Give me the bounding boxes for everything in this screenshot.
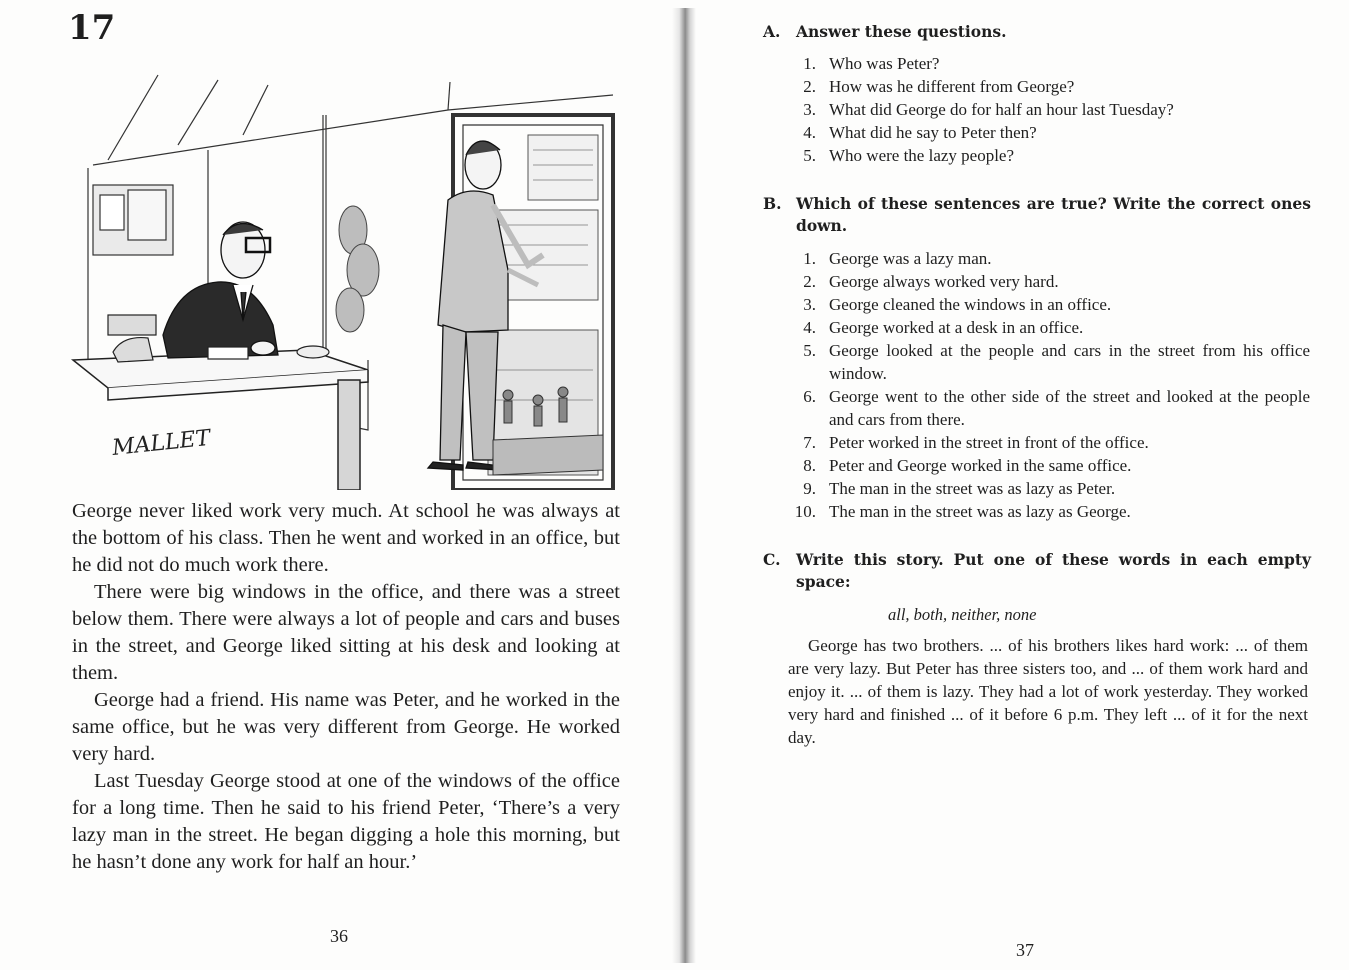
list-item: 5. George looked at the people and cars in the street from his office window.: [803, 341, 1310, 383]
list-item: 2. George always worked very hard.: [803, 272, 1059, 291]
story-paragraph: There were big windows in the office, and there was a street below them. There were always a lot of people and cars and buses in the street, and George liked sitting at his desk and looking at them.: [72, 581, 620, 684]
section-title: Which of these sentences are true? Write the correct ones down.: [796, 194, 1311, 235]
list-item: 4. What did he say to Peter then?: [803, 123, 1037, 142]
right-page: [688, 0, 1349, 970]
office-cartoon-illustration: [68, 70, 618, 490]
list-item: 1. Who was Peter?: [803, 54, 940, 73]
list-item: 8. Peter and George worked in the same office.: [803, 456, 1132, 475]
illustration-signature: MALLET: [111, 425, 212, 461]
list-item: 3. What did George do for half an hour last Tuesday?: [803, 100, 1174, 119]
list-item: 1. George was a lazy man.: [803, 249, 992, 268]
list-item: 2. How was he different from George?: [803, 77, 1075, 96]
page-number: 37: [1016, 940, 1034, 960]
section-letter: C.: [763, 550, 781, 569]
story-paragraph: George had a friend. His name was Peter, and he worked in the same office, but he was very different from George. He worked very hard.: [72, 689, 620, 765]
section-title: Answer these questions.: [796, 22, 1007, 41]
page-number: 36: [330, 926, 348, 946]
list-item: 3. George cleaned the windows in an office.: [803, 295, 1112, 314]
section-b-heading: [763, 193, 1311, 237]
list-item: 10. The man in the street was as lazy as George.: [794, 502, 1131, 521]
story-paragraph: Last Tuesday George stood at one of the windows of the office for a long time. Then he said to his friend Peter, ‘There’s a very lazy man in the street. He began digging a hole this morning, but he hasn’t done any work for half an hour.’: [72, 770, 620, 873]
cloze-passage: George has two brothers. ... of his brothers likes hard work: ... of them are very lazy. But Peter has three sisters too, and ... of them work hard and enjoy it. ... of them is lazy. They had a lot of work yesterday. They worked very hard and finished ... of it before 6 p.m. They left ... of it for the next day.: [788, 636, 1308, 747]
story-paragraph: George never liked work very much. At school he was always at the bottom of his class. Then he went and worked in an office, but he did not do much work there.: [72, 500, 620, 576]
section-c-heading: [763, 549, 1311, 593]
section-letter: A.: [763, 22, 781, 41]
list-item: 5. Who were the lazy people?: [803, 146, 1015, 165]
section-a-heading: [763, 21, 1311, 43]
section-letter: B.: [763, 194, 782, 213]
lesson-number: 17: [68, 8, 116, 48]
list-item: 9. The man in the street was as lazy as Peter.: [803, 479, 1116, 498]
section-title: Write this story. Put one of these words in each empty space:: [796, 550, 1311, 591]
list-item: 7. Peter worked in the street in front of the office.: [803, 433, 1149, 452]
list-item: 4. George worked at a desk in an office.: [803, 318, 1084, 337]
story-text: [72, 498, 620, 876]
section-b-sentences: [788, 247, 1310, 523]
word-bank: all, both, neither, none: [888, 605, 1037, 624]
section-a-questions: [788, 52, 1310, 167]
list-item: 6. George went to the other side of the street and looked at the people and cars from there.: [803, 387, 1310, 429]
